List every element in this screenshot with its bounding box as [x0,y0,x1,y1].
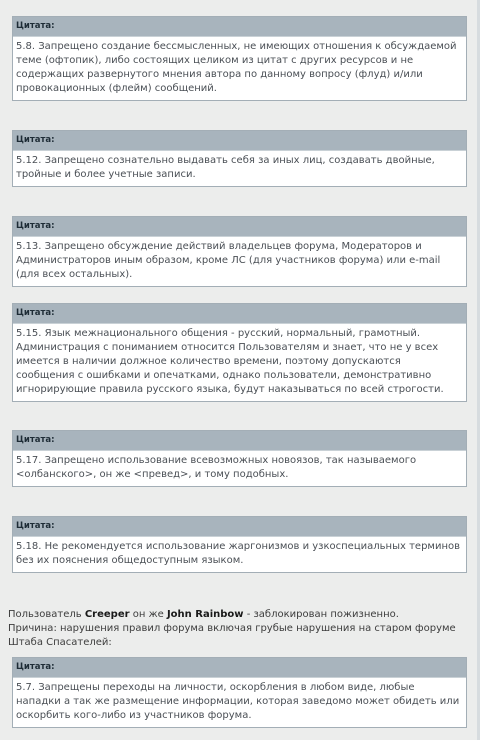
quote-text: 5.7. Запрещены переходы на личности, оскорбления в любом виде, любые нападки а так же размещение информации, которая заведомо может обидеть или оскорбить кого-либо из участников форума. [16,682,460,721]
quote-block [12,216,467,287]
ban-middle: он же [132,609,164,620]
quote-header: Цитата: [13,517,466,537]
quote-header: Цитата: [13,658,466,678]
ban-notice [8,608,468,650]
quote-block [12,303,467,402]
quote-header: Цитата: [13,431,466,451]
quote-header: Цитата: [13,304,466,324]
ban-prefix: Пользователь [8,609,82,620]
quote-header: Цитата: [13,217,466,237]
quote-text: 5.12. Запрещено сознательно выдавать себя за иных лиц, создавать двойные, тройные и более учетные записи. [16,155,435,180]
ban-reason: Причина: нарушения правил форума включая грубые нарушения на старом форуме Штаба Спасателей: [8,623,456,648]
quote-text: 5.18. Не рекомендуется использование жаргонизмов и узкоспециальных терминов без их пояснения общедоступным языком. [16,541,461,566]
banned-alias: John Rainbow [166,609,244,620]
quote-header: Цитата: [13,131,466,151]
quote-block [12,130,467,187]
quote-block [12,516,467,573]
quote-text: 5.15. Язык межнационального общения - русский, нормальный, грамотный. Администрация с пониманием относится Пользователям и знает, что не у всех имеется в наличии должное количество времени, поэтому допускаются сообщения с ошибками и опечатками, однако пользователи, демонстративно игнорирующие правила русского языка, будут наказываться по всей строгости. [16,328,444,395]
quote-block [12,16,467,101]
quote-text: 5.17. Запрещено использование всевозможных новоязов, так называемого <олбанского>, он же <превед>, и тому подобных. [16,455,417,480]
quote-block [12,657,467,728]
quote-text: 5.8. Запрещено создание бессмысленных, не имеющих отношения к обсуждаемой теме (офтопик), либо состоящих целиком из цитат с других ресурсов и не содержащих развернутого мнения автора по данному вопросу (флуд) и/или провокационных (флейм) сообщений. [16,41,457,94]
quote-header: Цитата: [13,17,466,37]
banned-username: Creeper [84,609,130,620]
quote-text: 5.13. Запрещено обсуждение действий владельцев форума, Модераторов и Администраторов иным образом, кроме ЛС (для участников форума) или e-mail (для всех остальных). [16,241,441,280]
ban-suffix: - заблокирован пожизненно. [246,609,399,620]
quote-block [12,430,467,487]
